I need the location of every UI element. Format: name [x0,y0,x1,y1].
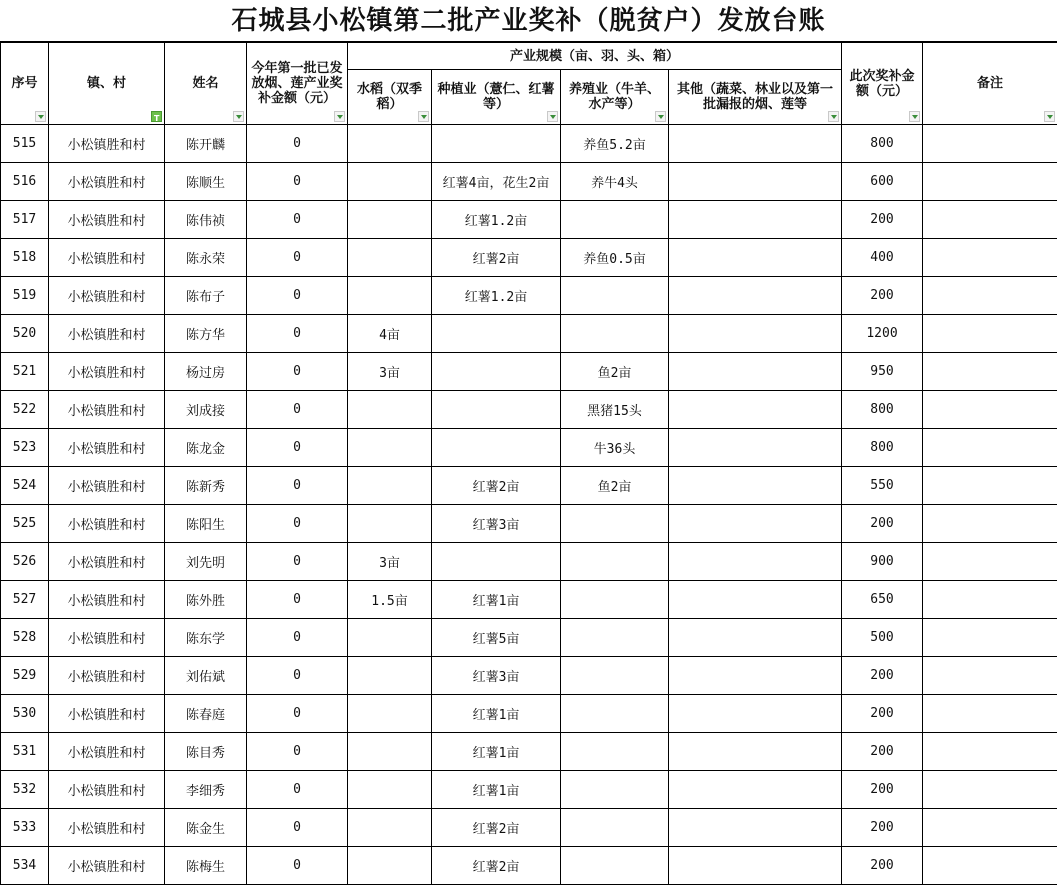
cell-planting[interactable]: 红薯1亩 [432,581,561,619]
cell-paid[interactable]: 0 [247,315,348,353]
table-row [1,619,1057,657]
cell-seq[interactable]: 519 [1,277,49,315]
cell-breeding[interactable] [561,543,669,581]
cell-village[interactable]: 小松镇胜和村 [49,619,165,657]
cell-name[interactable]: 刘佑斌 [165,657,247,695]
cell-remark[interactable] [923,125,1057,163]
cell-name[interactable]: 陈方华 [165,315,247,353]
cell-seq[interactable]: 526 [1,543,49,581]
cell-remark[interactable] [923,353,1057,391]
cell-name[interactable]: 陈目秀 [165,733,247,771]
cell-other[interactable] [669,809,842,847]
cell-breeding[interactable] [561,619,669,657]
col-header-breeding[interactable]: 养殖业（牛羊、水产等） [561,70,669,125]
cell-amount[interactable]: 200 [842,733,923,771]
cell-other[interactable] [669,619,842,657]
cell-planting[interactable]: 红薯2亩 [432,239,561,277]
cell-amount[interactable]: 950 [842,353,923,391]
filter-dropdown-icon[interactable] [35,111,46,122]
cell-other[interactable] [669,847,842,885]
cell-paid[interactable]: 0 [247,543,348,581]
table-row [1,657,1057,695]
cell-paid[interactable]: 0 [247,505,348,543]
table-row [1,239,1057,277]
cell-amount[interactable]: 200 [842,505,923,543]
cell-remark[interactable] [923,467,1057,505]
col-header-paid[interactable]: 今年第一批已发放烟、莲产业奖补金额（元） [247,43,348,125]
cell-amount[interactable]: 550 [842,467,923,505]
cell-breeding[interactable]: 养鱼0.5亩 [561,239,669,277]
cell-planting[interactable] [432,391,561,429]
cell-remark[interactable] [923,695,1057,733]
cell-amount[interactable]: 200 [842,201,923,239]
cell-rice[interactable] [348,733,432,771]
cell-breeding[interactable] [561,657,669,695]
cell-seq[interactable]: 518 [1,239,49,277]
cell-other[interactable] [669,429,842,467]
table-row [1,847,1057,885]
cell-other[interactable] [669,315,842,353]
cell-remark[interactable] [923,809,1057,847]
cell-name[interactable]: 陈春庭 [165,695,247,733]
col-header-other[interactable]: 其他（蔬菜、林业以及第一批漏报的烟、莲等 [669,70,842,125]
table-row [1,733,1057,771]
cell-amount[interactable]: 800 [842,125,923,163]
cell-paid[interactable]: 0 [247,581,348,619]
cell-planting[interactable]: 红薯1亩 [432,733,561,771]
cell-name[interactable]: 陈伟祯 [165,201,247,239]
cell-remark[interactable] [923,201,1057,239]
cell-seq[interactable]: 525 [1,505,49,543]
cell-amount[interactable]: 500 [842,619,923,657]
cell-name[interactable]: 陈永荣 [165,239,247,277]
cell-rice[interactable] [348,239,432,277]
cell-planting[interactable]: 红薯3亩 [432,505,561,543]
cell-planting[interactable]: 红薯3亩 [432,657,561,695]
cell-other[interactable] [669,277,842,315]
cell-remark[interactable] [923,429,1057,467]
cell-seq[interactable]: 522 [1,391,49,429]
cell-rice[interactable]: 3亩 [348,353,432,391]
cell-breeding[interactable] [561,809,669,847]
cell-village[interactable]: 小松镇胜和村 [49,429,165,467]
cell-village[interactable]: 小松镇胜和村 [49,733,165,771]
table-row [1,353,1057,391]
filter-dropdown-icon[interactable] [334,111,345,122]
cell-breeding[interactable] [561,581,669,619]
cell-village[interactable]: 小松镇胜和村 [49,809,165,847]
cell-village[interactable]: 小松镇胜和村 [49,239,165,277]
cell-breeding[interactable]: 鱼2亩 [561,353,669,391]
cell-planting[interactable] [432,429,561,467]
cell-village[interactable]: 小松镇胜和村 [49,657,165,695]
cell-village[interactable]: 小松镇胜和村 [49,581,165,619]
cell-other[interactable] [669,353,842,391]
cell-rice[interactable] [348,163,432,201]
cell-village[interactable]: 小松镇胜和村 [49,391,165,429]
cell-paid[interactable]: 0 [247,467,348,505]
cell-rice[interactable] [348,277,432,315]
cell-planting[interactable]: 红薯4亩，花生2亩 [432,163,561,201]
cell-village[interactable]: 小松镇胜和村 [49,125,165,163]
cell-name[interactable]: 陈新秀 [165,467,247,505]
cell-seq[interactable]: 520 [1,315,49,353]
table-row [1,201,1057,239]
cell-name[interactable]: 陈金生 [165,809,247,847]
cell-rice[interactable] [348,771,432,809]
cell-rice[interactable] [348,429,432,467]
cell-rice[interactable] [348,505,432,543]
cell-breeding[interactable] [561,505,669,543]
cell-amount[interactable]: 650 [842,581,923,619]
cell-name[interactable]: 杨过房 [165,353,247,391]
cell-seq[interactable]: 523 [1,429,49,467]
cell-other[interactable] [669,505,842,543]
cell-seq[interactable]: 521 [1,353,49,391]
cell-other[interactable] [669,733,842,771]
filter-dropdown-icon[interactable] [1044,111,1055,122]
table-row [1,315,1057,353]
cell-paid[interactable]: 0 [247,239,348,277]
col-header-village[interactable]: 镇、村 T [49,43,165,125]
cell-planting[interactable] [432,353,561,391]
cell-other[interactable] [669,771,842,809]
cell-seq[interactable]: 529 [1,657,49,695]
cell-name[interactable]: 陈东学 [165,619,247,657]
col-header-amount[interactable]: 此次奖补金额（元） [842,43,923,125]
cell-village[interactable]: 小松镇胜和村 [49,847,165,885]
cell-paid[interactable]: 0 [247,771,348,809]
cell-amount[interactable]: 400 [842,239,923,277]
cell-village[interactable]: 小松镇胜和村 [49,353,165,391]
filter-dropdown-icon[interactable] [655,111,666,122]
cell-breeding[interactable] [561,733,669,771]
cell-seq[interactable]: 534 [1,847,49,885]
cell-breeding[interactable] [561,695,669,733]
table-row [1,391,1057,429]
cell-amount[interactable]: 200 [842,695,923,733]
cell-remark[interactable] [923,581,1057,619]
sheet-title: 石城县小松镇第二批产业奖补（脱贫户）发放台账 [0,0,1057,42]
cell-other[interactable] [669,695,842,733]
table-body [1,125,1057,885]
cell-paid[interactable]: 0 [247,353,348,391]
filter-dropdown-icon[interactable] [909,111,920,122]
cell-remark[interactable] [923,277,1057,315]
cell-paid[interactable]: 0 [247,809,348,847]
cell-amount[interactable]: 200 [842,809,923,847]
table-row [1,467,1057,505]
table-row [1,581,1057,619]
cell-seq[interactable]: 528 [1,619,49,657]
cell-amount[interactable]: 800 [842,391,923,429]
cell-amount[interactable]: 200 [842,657,923,695]
table-row [1,809,1057,847]
cell-paid[interactable]: 0 [247,391,348,429]
cell-breeding[interactable]: 鱼2亩 [561,467,669,505]
col-header-name[interactable]: 姓名 [165,43,247,125]
cell-name[interactable]: 刘先明 [165,543,247,581]
cell-name[interactable]: 陈布子 [165,277,247,315]
cell-village[interactable]: 小松镇胜和村 [49,201,165,239]
cell-planting[interactable]: 红薯5亩 [432,619,561,657]
cell-name[interactable]: 陈开麟 [165,125,247,163]
col-header-rice[interactable]: 水稻（双季稻） [348,70,432,125]
cell-rice[interactable] [348,391,432,429]
cell-remark[interactable] [923,771,1057,809]
cell-other[interactable] [669,391,842,429]
cell-village[interactable]: 小松镇胜和村 [49,163,165,201]
cell-other[interactable] [669,581,842,619]
table-row [1,163,1057,201]
table-row [1,429,1057,467]
cell-remark[interactable] [923,505,1057,543]
cell-name[interactable]: 陈阳生 [165,505,247,543]
cell-paid[interactable]: 0 [247,125,348,163]
cell-village[interactable]: 小松镇胜和村 [49,467,165,505]
cell-rice[interactable]: 4亩 [348,315,432,353]
cell-paid[interactable]: 0 [247,695,348,733]
cell-breeding[interactable] [561,277,669,315]
cell-other[interactable] [669,467,842,505]
cell-rice[interactable] [348,125,432,163]
cell-rice[interactable] [348,809,432,847]
cell-amount[interactable]: 800 [842,429,923,467]
cell-seq[interactable]: 517 [1,201,49,239]
cell-remark[interactable] [923,239,1057,277]
cell-village[interactable]: 小松镇胜和村 [49,771,165,809]
filter-dropdown-icon[interactable] [418,111,429,122]
cell-seq[interactable]: 533 [1,809,49,847]
cell-name[interactable]: 陈顺生 [165,163,247,201]
filter-dropdown-icon[interactable] [547,111,558,122]
cell-seq[interactable]: 524 [1,467,49,505]
cell-rice[interactable] [348,467,432,505]
cell-other[interactable] [669,657,842,695]
cell-planting[interactable] [432,315,561,353]
cell-breeding[interactable]: 养牛4头 [561,163,669,201]
cell-seq[interactable]: 530 [1,695,49,733]
col-header-seq[interactable]: 序号 [1,43,49,125]
cell-rice[interactable] [348,201,432,239]
cell-remark[interactable] [923,657,1057,695]
col-header-scale: 产业规模（亩、羽、头、箱） [348,43,842,70]
cell-seq[interactable]: 531 [1,733,49,771]
header-row-top [1,43,1057,70]
cell-other[interactable] [669,543,842,581]
cell-paid[interactable]: 0 [247,733,348,771]
cell-planting[interactable]: 红薯1亩 [432,695,561,733]
cell-rice[interactable]: 1.5亩 [348,581,432,619]
cell-breeding[interactable] [561,201,669,239]
cell-name[interactable]: 李细秀 [165,771,247,809]
table-row [1,277,1057,315]
cell-planting[interactable] [432,125,561,163]
ledger-table [0,42,1057,885]
cell-breeding[interactable] [561,771,669,809]
cell-rice[interactable] [348,657,432,695]
cell-planting[interactable]: 红薯2亩 [432,809,561,847]
cell-paid[interactable]: 0 [247,277,348,315]
cell-remark[interactable] [923,847,1057,885]
cell-breeding[interactable]: 黑猪15头 [561,391,669,429]
cell-seq[interactable]: 515 [1,125,49,163]
cell-remark[interactable] [923,543,1057,581]
cell-breeding[interactable]: 牛36头 [561,429,669,467]
cell-amount[interactable]: 1200 [842,315,923,353]
cell-amount[interactable]: 600 [842,163,923,201]
col-header-remark[interactable]: 备注 [923,43,1057,125]
cell-paid[interactable]: 0 [247,657,348,695]
cell-planting[interactable]: 红薯2亩 [432,467,561,505]
cell-village[interactable]: 小松镇胜和村 [49,277,165,315]
cell-breeding[interactable]: 养鱼5.2亩 [561,125,669,163]
cell-name[interactable]: 陈梅生 [165,847,247,885]
cell-village[interactable]: 小松镇胜和村 [49,315,165,353]
cell-other[interactable] [669,125,842,163]
cell-breeding[interactable] [561,847,669,885]
cell-planting[interactable]: 红薯1.2亩 [432,201,561,239]
filter-dropdown-icon[interactable] [828,111,839,122]
cell-seq[interactable]: 527 [1,581,49,619]
cell-name[interactable]: 陈外胜 [165,581,247,619]
cell-remark[interactable] [923,315,1057,353]
cell-paid[interactable]: 0 [247,429,348,467]
filter-dropdown-icon[interactable] [233,111,244,122]
cell-rice[interactable] [348,695,432,733]
cell-remark[interactable] [923,619,1057,657]
cell-village[interactable]: 小松镇胜和村 [49,505,165,543]
cell-name[interactable]: 陈龙金 [165,429,247,467]
table-row [1,771,1057,809]
cell-paid[interactable]: 0 [247,201,348,239]
cell-paid[interactable]: 0 [247,847,348,885]
cell-seq[interactable]: 532 [1,771,49,809]
table-row [1,505,1057,543]
cell-other[interactable] [669,163,842,201]
col-header-planting[interactable]: 种植业（薏仁、红薯等） [432,70,561,125]
cell-planting[interactable]: 红薯1亩 [432,771,561,809]
filter-active-icon[interactable] [151,111,162,122]
cell-paid[interactable]: 0 [247,163,348,201]
table-row [1,125,1057,163]
cell-planting[interactable] [432,543,561,581]
cell-rice[interactable]: 3亩 [348,543,432,581]
cell-other[interactable] [669,239,842,277]
cell-name[interactable]: 刘成接 [165,391,247,429]
cell-amount[interactable]: 900 [842,543,923,581]
table-row [1,543,1057,581]
cell-amount[interactable]: 200 [842,847,923,885]
cell-village[interactable]: 小松镇胜和村 [49,695,165,733]
cell-planting[interactable]: 红薯2亩 [432,847,561,885]
cell-planting[interactable]: 红薯1.2亩 [432,277,561,315]
cell-village[interactable]: 小松镇胜和村 [49,543,165,581]
cell-breeding[interactable] [561,315,669,353]
table-row [1,695,1057,733]
cell-rice[interactable] [348,619,432,657]
cell-remark[interactable] [923,163,1057,201]
cell-remark[interactable] [923,733,1057,771]
cell-paid[interactable]: 0 [247,619,348,657]
cell-rice[interactable] [348,847,432,885]
cell-amount[interactable]: 200 [842,277,923,315]
cell-other[interactable] [669,201,842,239]
cell-seq[interactable]: 516 [1,163,49,201]
cell-amount[interactable]: 200 [842,771,923,809]
cell-remark[interactable] [923,391,1057,429]
